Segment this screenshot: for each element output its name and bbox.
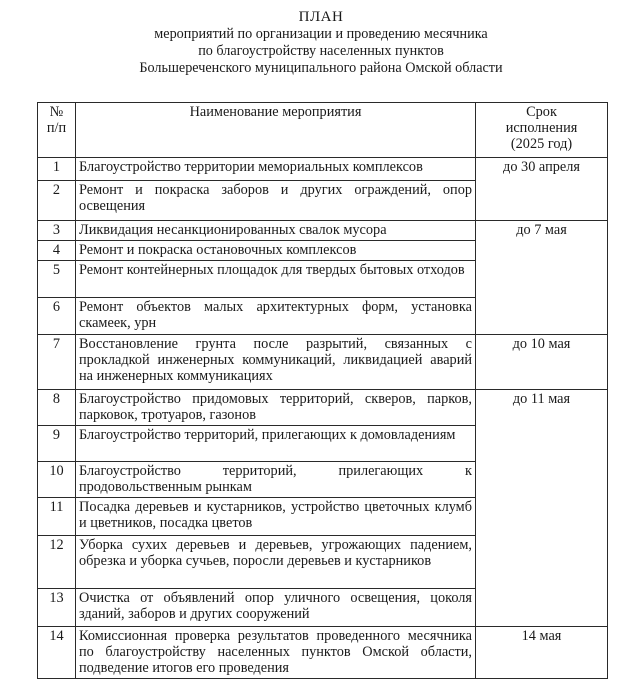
row-number: 10 — [38, 462, 76, 498]
plan-table — [37, 102, 608, 679]
row-name: Ремонт контейнерных площадок для твердых бытовых отходов — [76, 261, 476, 298]
table-row — [38, 335, 608, 390]
table-row — [38, 627, 608, 679]
row-deadline: до 30 апреля — [476, 158, 608, 221]
header-event-name: Наименование мероприятия — [76, 103, 476, 158]
plan-title: ПЛАН — [298, 9, 344, 25]
row-number: 6 — [38, 298, 76, 335]
row-number: 3 — [38, 221, 76, 241]
plan-subtitle-line-3: Большереченского муниципального района Омской области — [139, 60, 503, 76]
row-deadline: 14 мая — [476, 627, 608, 679]
row-name: Благоустройство территорий, прилегающих к домовладениям — [76, 426, 476, 462]
plan-subtitle-line-1: мероприятий по организации и проведению месячника — [154, 26, 488, 42]
row-number: 5 — [38, 261, 76, 298]
row-deadline: до 7 мая — [476, 221, 608, 335]
row-number: 13 — [38, 589, 76, 627]
table-row — [38, 158, 608, 181]
row-deadline: до 11 мая — [476, 390, 608, 627]
document-header — [0, 9, 642, 77]
row-name: Очистка от объявлений опор уличного освещения, цоколя зданий, заборов и других сооружений — [76, 589, 476, 627]
row-name: Посадка деревьев и кустарников, устройство цветочных клумб и цветников, посадка цветов — [76, 498, 476, 536]
header-number: № п/п — [38, 103, 76, 158]
header-deadline: Срок исполнения (2025 год) — [476, 103, 608, 158]
row-name: Благоустройство придомовых территорий, скверов, парков, парковок, тротуаров, газонов — [76, 390, 476, 426]
row-number: 2 — [38, 181, 76, 221]
row-name: Ликвидация несанкционированных свалок мусора — [76, 221, 476, 241]
row-deadline: до 10 мая — [476, 335, 608, 390]
row-name: Благоустройство территории мемориальных комплексов — [76, 158, 476, 181]
row-number: 7 — [38, 335, 76, 390]
row-number: 14 — [38, 627, 76, 679]
row-name: Ремонт и покраска заборов и других ограждений, опор освещения — [76, 181, 476, 221]
row-number: 9 — [38, 426, 76, 462]
table-row — [38, 221, 608, 241]
plan-subtitle-line-2: по благоустройству населенных пунктов — [198, 43, 444, 59]
row-name: Ремонт и покраска остановочных комплексов — [76, 241, 476, 261]
table-row — [38, 390, 608, 426]
row-number: 1 — [38, 158, 76, 181]
table-header-row — [38, 103, 608, 158]
row-number: 11 — [38, 498, 76, 536]
row-name: Благоустройство территорий, прилегающих к продовольственным рынкам — [76, 462, 476, 498]
row-name: Восстановление грунта после разрытий, связанных с прокладкой инженерных коммуникаций, ликвидацией аварий на инженерных коммуникациях — [76, 335, 476, 390]
row-name: Комиссионная проверка результатов проведенного месячника по благоустройству населенных пунктов Омской области, подведение итогов его проведения — [76, 627, 476, 679]
row-number: 12 — [38, 536, 76, 589]
row-name: Ремонт объектов малых архитектурных форм, установка скамеек, урн — [76, 298, 476, 335]
row-number: 8 — [38, 390, 76, 426]
row-number: 4 — [38, 241, 76, 261]
row-name: Уборка сухих деревьев и деревьев, угрожающих падением, обрезка и уборка сучьев, поросли деревьев и кустарников — [76, 536, 476, 589]
